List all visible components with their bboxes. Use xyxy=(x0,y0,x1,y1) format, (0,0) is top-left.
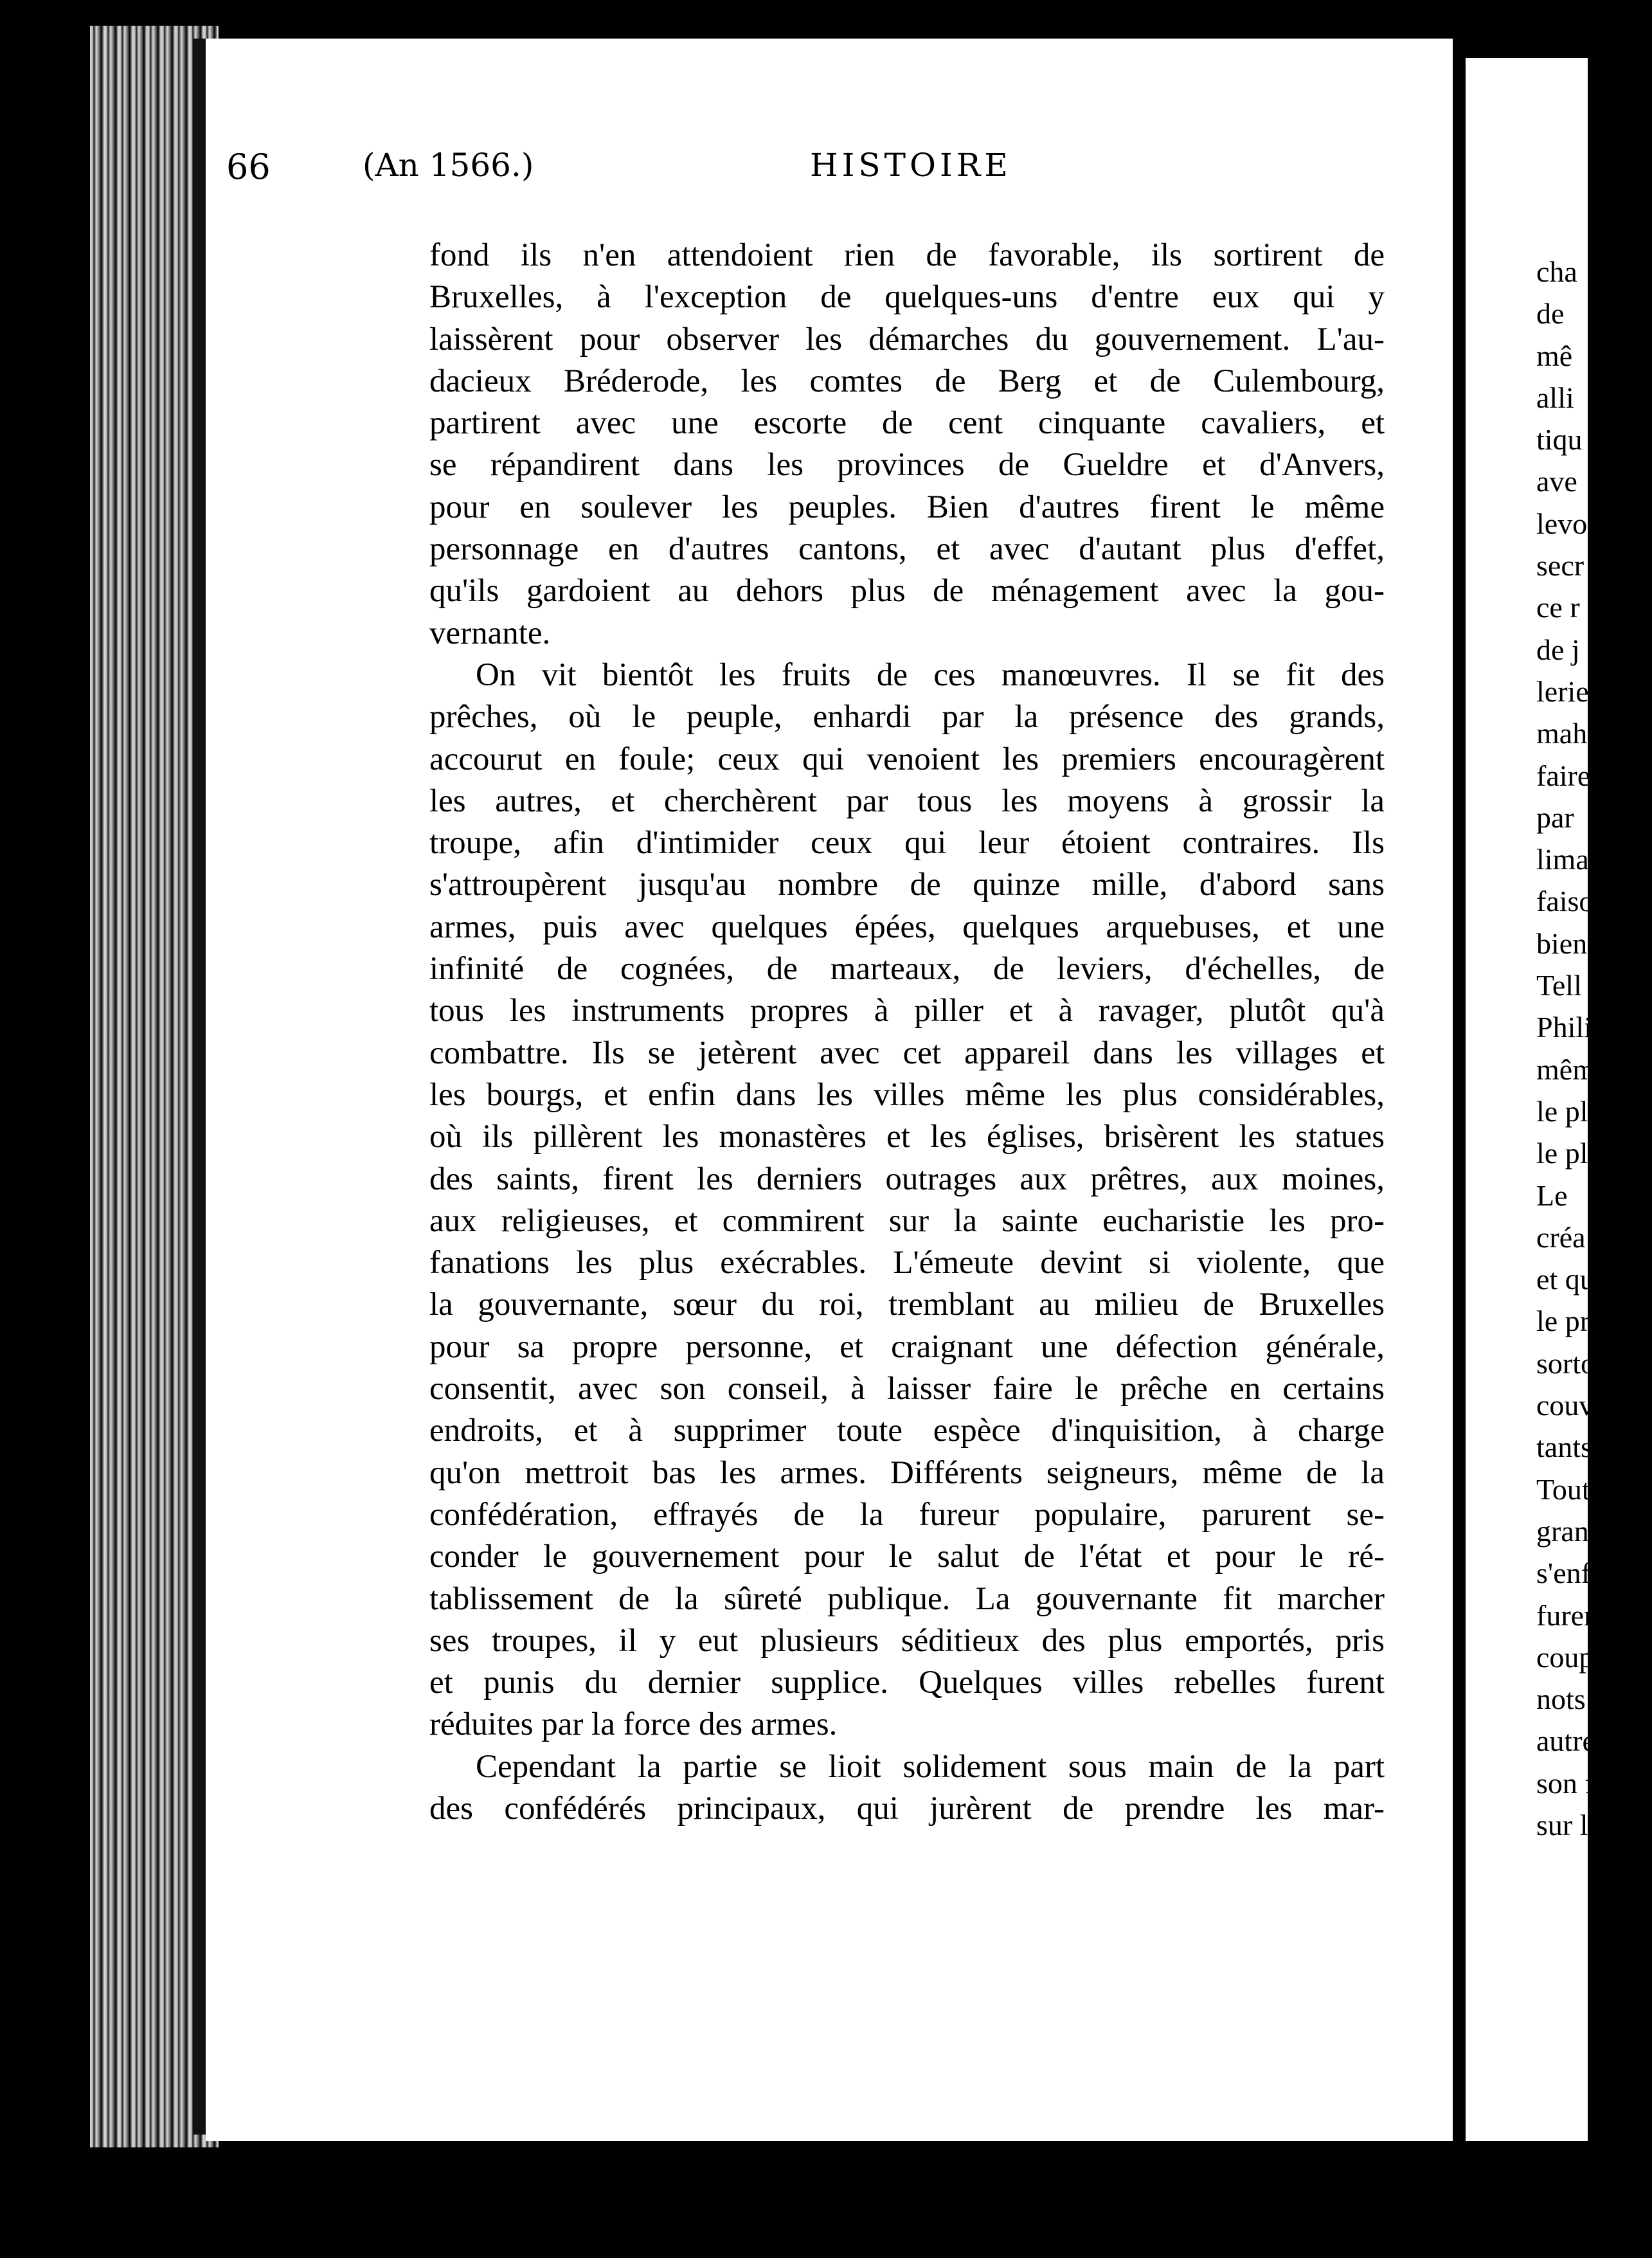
text-line: personnage en d'autres cantons, et avec d'autant plus d'effet, xyxy=(429,531,1385,568)
fragment-line: par xyxy=(1536,800,1574,834)
year-label: (An 1566.) xyxy=(363,147,534,184)
text-line: pour sa propre personne, et craignant une défection générale, xyxy=(429,1328,1385,1365)
fragment-line: et qu xyxy=(1536,1263,1595,1296)
text-line: On vit bientôt les fruits de ces manœuvres. Il se fit des xyxy=(476,656,1385,693)
text-line: tablissement de la sûreté publique. La gouvernante fit marcher xyxy=(429,1580,1385,1617)
fragment-line: mê xyxy=(1536,339,1573,372)
fragment-line: ave xyxy=(1536,465,1577,498)
text-line: réduites par la force des armes. xyxy=(429,1706,838,1743)
fragment-line: nots d xyxy=(1536,1683,1608,1716)
text-line: la gouvernante, sœur du roi, tremblant au milieu de Bruxelles xyxy=(429,1287,1385,1323)
text-line: s'attroupèrent jusqu'au nombre de quinze mille, d'abord sans xyxy=(429,867,1385,903)
fragment-line: faire xyxy=(1536,759,1591,792)
page-number: 66 xyxy=(226,147,271,187)
fragment-line: le plu xyxy=(1536,1137,1603,1170)
fragment-line: son frè xyxy=(1536,1766,1618,1800)
text-line: aux religieuses, et commirent sur la sainte eucharistie les pro- xyxy=(429,1202,1385,1239)
fragment-line: lerie xyxy=(1536,674,1589,708)
fragment-line: sur leu xyxy=(1536,1808,1616,1841)
text-line: qu'on mettroit bas les armes. Différents seigneurs, même de la xyxy=(429,1454,1385,1491)
text-line: des saints, firent les derniers outrages aux prêtres, aux moines, xyxy=(429,1161,1385,1197)
fragment-line: Tell xyxy=(1536,969,1582,1002)
text-line: consentit, avec son conseil, à laisser faire le prêche en certains xyxy=(429,1371,1385,1407)
fragment-line: tants xyxy=(1536,1431,1592,1464)
fragment-line: Tout xyxy=(1536,1472,1590,1506)
text-line: tous les instruments propres à piller et à ravager, plutôt qu'à xyxy=(429,993,1385,1029)
text-line: combattre. Ils se jetèrent avec cet appareil dans les villages et xyxy=(429,1034,1385,1071)
fragment-line: le pro xyxy=(1536,1305,1605,1338)
text-line: dacieux Bréderode, les comtes de Berg et de Culembourg, xyxy=(429,363,1385,399)
fragment-line: s'enfu xyxy=(1536,1557,1606,1590)
text-line: troupe, afin d'intimider ceux qui leur étoient contraires. Ils xyxy=(429,825,1385,862)
text-line: infinité de cognées, de marteaux, de leviers, d'échelles, de xyxy=(429,951,1385,988)
text-line: et punis du dernier supplice. Quelques villes rebelles furent xyxy=(429,1665,1385,1701)
fragment-line: coupa xyxy=(1536,1640,1607,1674)
text-line: les bourgs, et enfin dans les villes même les plus considérables, xyxy=(429,1076,1385,1113)
fragment-line: faiso xyxy=(1536,885,1594,918)
fragment-line: grand xyxy=(1536,1514,1604,1548)
fragment-line: Phili xyxy=(1536,1011,1592,1044)
text-line: partirent avec une escorte de cent cinquante cavaliers, et xyxy=(429,405,1385,442)
text-line: accourut en foule; ceux qui venoient les premiers encouragèrent xyxy=(429,741,1385,777)
text-line: conder le gouvernement pour le salut de l'état et pour le ré- xyxy=(429,1539,1385,1575)
text-line: confédération, effrayés de la fureur populaire, parurent se- xyxy=(429,1496,1385,1533)
fragment-line: mêm xyxy=(1536,1052,1595,1086)
fragment-line: cha xyxy=(1536,255,1577,288)
fragment-line: bien xyxy=(1536,926,1588,960)
fragment-line: autres xyxy=(1536,1724,1607,1758)
text-line: prêches, où le peuple, enhardi par la présence des grands, xyxy=(429,699,1385,736)
text-line: laissèrent pour observer les démarches du gouvernement. L'au- xyxy=(429,321,1385,357)
running-title: HISTOIRE xyxy=(810,147,1012,184)
text-line: qu'ils gardoient au dehors plus de ménagement avec la gou- xyxy=(429,573,1385,610)
text-line: Cependant la partie se lioit solidement sous main de la part xyxy=(476,1748,1385,1785)
fragment-line: Le xyxy=(1536,1179,1568,1212)
fragment-line: de xyxy=(1536,297,1565,330)
fragment-line: alli xyxy=(1536,381,1574,414)
text-line: fanations les plus exécrables. L'émeute devint si violente, que xyxy=(429,1245,1385,1281)
fragment-line: mah xyxy=(1536,717,1588,750)
fragment-line: lima xyxy=(1536,843,1589,876)
fragment-line: tiqu xyxy=(1536,423,1583,456)
fragment-line: de j xyxy=(1536,633,1580,666)
fragment-line: créa xyxy=(1536,1220,1586,1254)
fragment-line: levo xyxy=(1536,507,1588,540)
fragment-line: ce r xyxy=(1536,591,1580,624)
text-line: se répandirent dans les provinces de Gueldre et d'Anvers, xyxy=(429,447,1385,483)
page-gutter-shadow xyxy=(193,39,206,2135)
page-header xyxy=(226,147,1126,204)
fragment-line: sortoi xyxy=(1536,1346,1604,1380)
fragment-line: couvr xyxy=(1536,1389,1604,1422)
text-line: des confédérés principaux, qui jurèrent de prendre les mar- xyxy=(429,1790,1385,1827)
fragment-line: secr xyxy=(1536,549,1585,583)
text-line: ses troupes, il y eut plusieurs séditieux des plus emportés, pris xyxy=(429,1622,1385,1659)
fragment-line: furent xyxy=(1536,1598,1607,1632)
body-text xyxy=(429,235,1385,1830)
text-line: pour en soulever les peuples. Bien d'autres firent le même xyxy=(429,489,1385,525)
text-line: les autres, et cherchèrent par tous les moyens à grossir la xyxy=(429,782,1385,819)
text-line: vernante. xyxy=(429,615,551,651)
text-line: fond ils n'en attendoient rien de favorable, ils sortirent de xyxy=(429,237,1385,273)
text-line: où ils pillèrent les monastères et les églises, brisèrent les statues xyxy=(429,1119,1385,1155)
fragment-line: le plu xyxy=(1536,1094,1603,1128)
text-line: endroits, et à supprimer toute espèce d'inquisition, à charge xyxy=(429,1413,1385,1449)
text-line: armes, puis avec quelques épées, quelques arquebuses, et une xyxy=(429,908,1385,945)
text-line: Bruxelles, à l'exception de quelques-uns d'entre eux qui y xyxy=(429,279,1385,316)
right-page-text xyxy=(1536,251,1652,1846)
